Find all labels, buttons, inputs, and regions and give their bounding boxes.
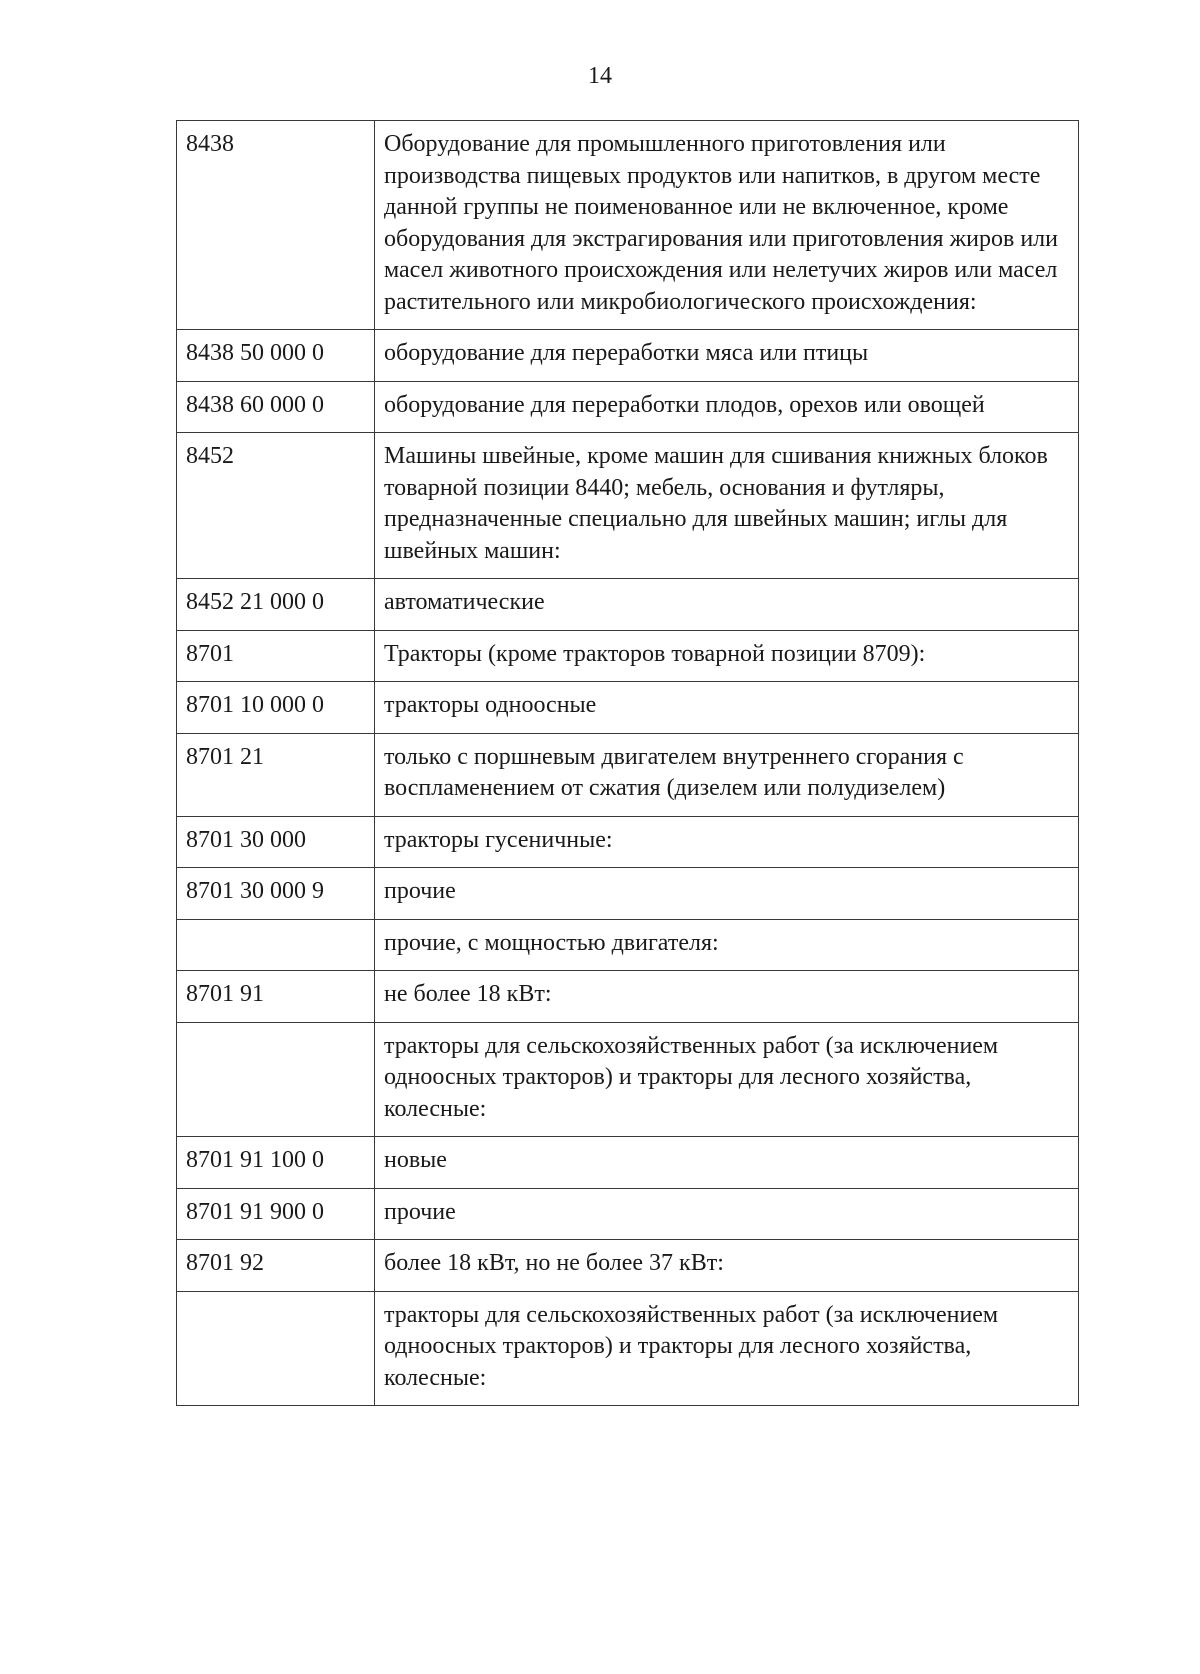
description-cell: прочие	[375, 868, 1079, 920]
table-row	[177, 579, 1079, 631]
table-row	[177, 682, 1079, 734]
code-cell: 8701 92	[177, 1240, 375, 1292]
code-cell: 8438 50 000 0	[177, 330, 375, 382]
code-cell	[177, 1022, 375, 1137]
table-row	[177, 1291, 1079, 1406]
description-cell: тракторы для сельскохозяйственных работ (за исключением одноосных тракторов) и тракторы для лесного хозяйства, колесные:	[375, 1291, 1079, 1406]
code-cell: 8701	[177, 630, 375, 682]
description-cell: не более 18 кВт:	[375, 971, 1079, 1023]
table-row	[177, 433, 1079, 579]
code-cell	[177, 919, 375, 971]
table-row	[177, 121, 1079, 330]
description-cell: Машины швейные, кроме машин для сшивания книжных блоков товарной позиции 8440; мебель, основания и футляры, предназначенные специально для швейных машин; иглы для швейных машин:	[375, 433, 1079, 579]
table-row	[177, 630, 1079, 682]
table-row	[177, 1188, 1079, 1240]
table-row	[177, 868, 1079, 920]
code-cell: 8701 91	[177, 971, 375, 1023]
code-cell: 8701 91 100 0	[177, 1137, 375, 1189]
table-row	[177, 733, 1079, 816]
description-cell: новые	[375, 1137, 1079, 1189]
code-cell	[177, 1291, 375, 1406]
code-cell: 8452 21 000 0	[177, 579, 375, 631]
code-cell: 8452	[177, 433, 375, 579]
table-row	[177, 1240, 1079, 1292]
description-cell: прочие, с мощностью двигателя:	[375, 919, 1079, 971]
code-cell: 8701 30 000 9	[177, 868, 375, 920]
code-cell: 8701 91 900 0	[177, 1188, 375, 1240]
table-row	[177, 1137, 1079, 1189]
code-cell: 8701 10 000 0	[177, 682, 375, 734]
table-row	[177, 816, 1079, 868]
description-cell: прочие	[375, 1188, 1079, 1240]
description-cell: тракторы гусеничные:	[375, 816, 1079, 868]
code-cell: 8701 30 000	[177, 816, 375, 868]
table-row	[177, 971, 1079, 1023]
table-row	[177, 330, 1079, 382]
description-cell: тракторы одноосные	[375, 682, 1079, 734]
description-cell: Оборудование для промышленного приготовления или производства пищевых продуктов или напитков, в другом месте данной группы не поименованное или не включенное, кроме оборудования для экстрагирования или приготовления жиров или масел животного происхождения или нелетучих жиров или масел растительного или микробиологического происхождения:	[375, 121, 1079, 330]
description-cell: только с поршневым двигателем внутреннего сгорания с воспламенением от сжатия (дизелем или полудизелем)	[375, 733, 1079, 816]
code-cell: 8438	[177, 121, 375, 330]
table-row	[177, 381, 1079, 433]
code-cell: 8438 60 000 0	[177, 381, 375, 433]
description-cell: оборудование для переработки плодов, орехов или овощей	[375, 381, 1079, 433]
table-row	[177, 1022, 1079, 1137]
code-cell: 8701 21	[177, 733, 375, 816]
page-number: 14	[588, 63, 612, 89]
description-cell: тракторы для сельскохозяйственных работ (за исключением одноосных тракторов) и тракторы для лесного хозяйства, колесные:	[375, 1022, 1079, 1137]
description-cell: оборудование для переработки мяса или птицы	[375, 330, 1079, 382]
tariff-code-table	[176, 120, 1079, 1406]
description-cell: Тракторы (кроме тракторов товарной позиции 8709):	[375, 630, 1079, 682]
table-row	[177, 919, 1079, 971]
description-cell: автоматические	[375, 579, 1079, 631]
description-cell: более 18 кВт, но не более 37 кВт:	[375, 1240, 1079, 1292]
